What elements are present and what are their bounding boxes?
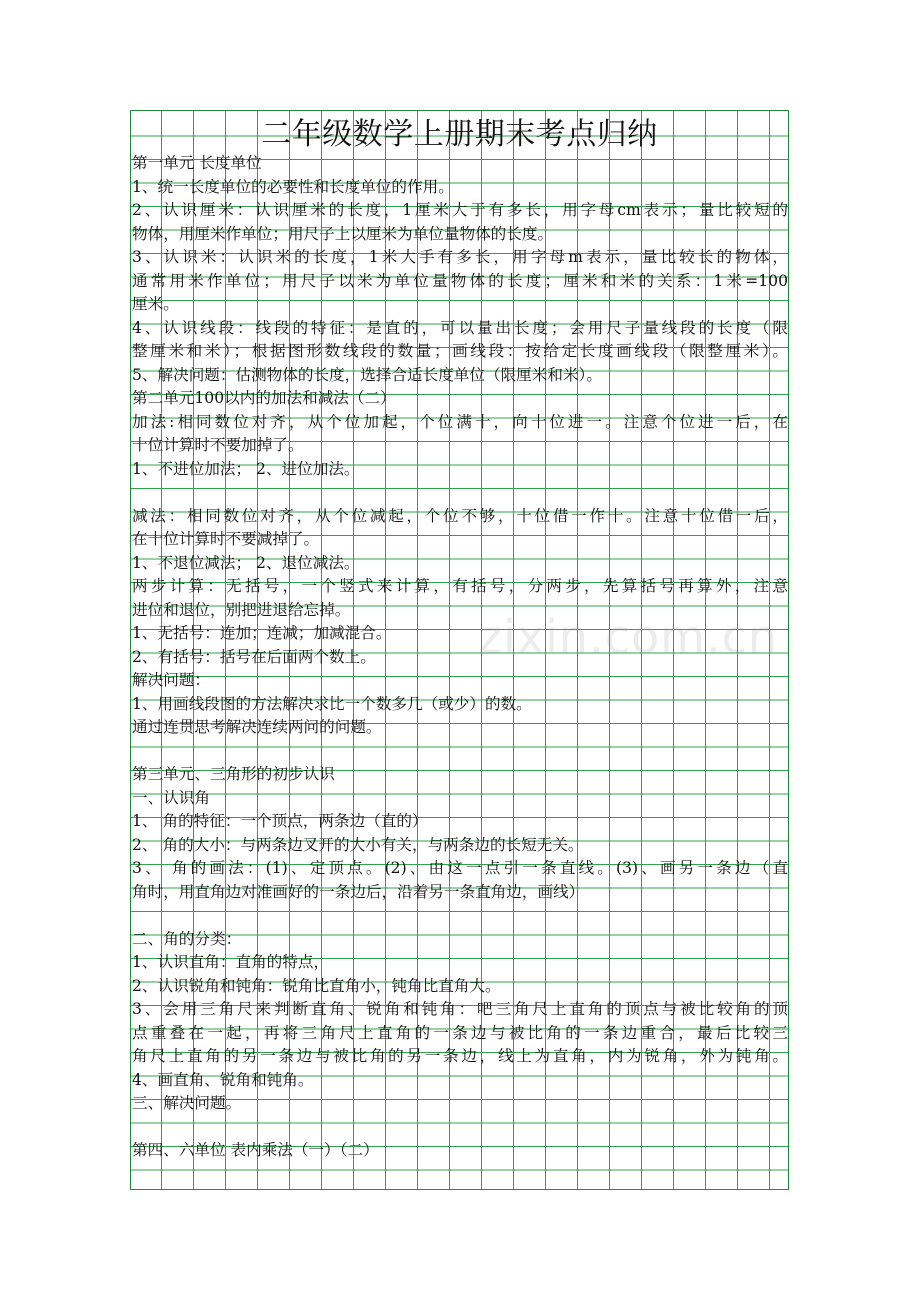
text-line: 进位和退位，别把进退给忘掉。	[132, 600, 351, 619]
text-line: 在十位计算时不要减掉了。	[132, 530, 320, 548]
document-body	[132, 152, 788, 1163]
text-line: 第二单元100以内的加法和减法（二）	[132, 389, 396, 407]
blank-line	[132, 481, 788, 505]
text-line: 第三单元、三角形的初步认识	[132, 765, 335, 783]
text-line: 加法:相同数位对齐，从个位加起，个位满十，向十位进一。注意个位进一后，在	[132, 412, 788, 431]
text-line: 2、认识锐角和钝角：锐角比直角小，钝角比直角大。	[132, 976, 501, 995]
text-line: 通常用米作单位；用尺子以米为单位量物体的长度；厘米和米的关系：1米=100	[132, 271, 788, 290]
text-line: 4、认识线段：线段的特征：是直的，可以量出长度；会用尺子量线段的长度（限	[132, 318, 788, 337]
text-line: 1、认识直角：直角的特点，	[132, 953, 330, 971]
text-line: 点重叠在一起，再将三角尺上直角的一条边与被比角的一条边重合，最后比较三	[132, 1023, 788, 1042]
text-line: 厘米。	[132, 295, 179, 313]
text-line: 4、画直角、锐角和钝角。	[132, 1070, 314, 1089]
text-line: 一、认识角	[132, 788, 210, 807]
text-line: 三、解决问题。	[132, 1094, 242, 1112]
blank-line	[132, 740, 788, 764]
text-line: 十位计算时不要加掉了。	[132, 436, 304, 454]
text-line: 减法：相同数位对齐，从个位减起，个位不够，十位借一作十。注意十位借一后，	[132, 506, 788, 525]
text-line: 1、用画线段图的方法解决求比一个数多几（或少）的数。	[132, 694, 532, 713]
document-title: 二年级数学上册期末考点归纳	[261, 117, 658, 152]
text-line: 通过连贯思考解决连续两问的问题。	[132, 718, 382, 736]
text-line: 两步计算：无括号，一个竖式来计算，有括号，分两步，先算括号再算外，注意	[132, 577, 788, 595]
text-line: 3、 角的画法：(1)、定顶点。(2)、由这一点引一条直线。(3)、画另一条边（直	[132, 859, 788, 877]
text-line: 第一单元 长度单位	[132, 154, 262, 172]
text-line: 物体，用厘米作单位；用尺子上以厘米为单位量物体的长度。	[132, 224, 554, 243]
text-line: 1、统一长度单位的必要性和长度单位的作用。	[132, 177, 454, 196]
text-line: 3、会用三角尺来判断直角、锐角和钝角：吧三角尺上直角的顶点与被比较角的顶	[132, 1000, 788, 1018]
text-line: 2、认识厘米：认识厘米的长度，1厘米大于有多长，用字母cm表示；量比较短的	[132, 201, 788, 219]
text-line: 整厘米和米）；根据图形数线段的数量；画线段：按给定长度画线段（限整厘米）。	[132, 342, 788, 360]
text-line: 角尺上直角的另一条边与被比角的另一条边，线上为直角，内为锐角，外为钝角。	[132, 1047, 788, 1065]
text-line: 二、角的分类：	[132, 929, 242, 948]
text-line: 1、不退位减法； 2、退位减法。	[132, 553, 360, 572]
text-line: 1、不进位加法； 2、进位加法。	[132, 459, 360, 478]
text-line: 5、解决问题：估测物体的长度，选择合适长度单位（限厘米和米）。	[132, 365, 602, 384]
blank-line	[132, 1116, 788, 1140]
text-line: 解决问题：	[132, 671, 210, 689]
grid-paper-page	[130, 110, 789, 1190]
text-line: 1、 角的特征：一个顶点，两条边（直的）	[132, 812, 428, 830]
text-line: 2、有括号：括号在后面两个数上。	[132, 647, 376, 666]
text-line: 角时，用直角边对准画好的一条边后，沿着另一条直角边，画线）	[132, 882, 585, 901]
text-line: 1、无括号：连加；连减；加减混合。	[132, 624, 392, 642]
text-line: 2、 角的大小：与两条边叉开的大小有关，与两条边的长短无关。	[132, 835, 584, 854]
text-line: 3、认识米：认识米的长度，1米大手有多长，用字母m表示，量比较长的物体，	[132, 248, 788, 266]
blank-line	[132, 904, 788, 928]
text-line: 第四、六单位 表内乘法（一）（二）	[132, 1141, 379, 1159]
